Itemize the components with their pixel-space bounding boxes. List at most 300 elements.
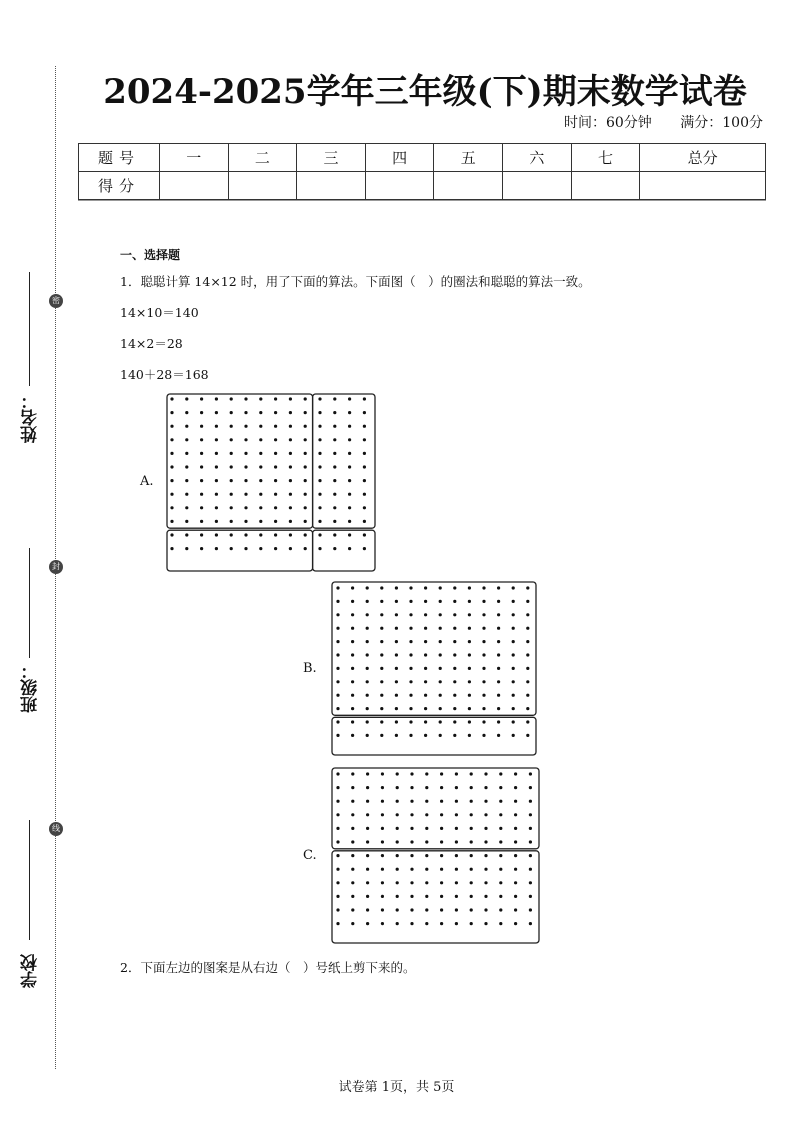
grid-dot <box>366 772 369 775</box>
grid-dot <box>274 465 277 468</box>
grid-dot <box>395 694 398 697</box>
grid-dot <box>318 397 321 400</box>
grid-dot <box>529 813 532 816</box>
grid-dot <box>526 613 529 616</box>
score-input-cell[interactable] <box>365 172 434 200</box>
grid-dot <box>497 720 500 723</box>
score-cell: 总分 <box>640 144 766 172</box>
grid-dot <box>366 640 369 643</box>
grid-dot <box>200 493 203 496</box>
grid-dot <box>409 653 412 656</box>
grid-dot <box>185 411 188 414</box>
grid-dot <box>381 854 384 857</box>
option-c-dot-grid[interactable] <box>331 767 540 943</box>
grid-dot <box>304 547 307 550</box>
grid-dot <box>351 734 354 737</box>
school-label: 学校 <box>21 954 41 988</box>
grid-dot <box>366 840 369 843</box>
grid-dot <box>259 479 262 482</box>
grid-dot <box>318 547 321 550</box>
grid-dot <box>470 827 473 830</box>
grid-dot <box>351 653 354 656</box>
grid-dot <box>396 800 399 803</box>
grid-dot <box>455 908 458 911</box>
grid-dot <box>529 786 532 789</box>
grid-dot <box>380 586 383 589</box>
grid-dot <box>304 438 307 441</box>
grid-dot <box>336 680 339 683</box>
grid-dot <box>318 506 321 509</box>
score-input-cell[interactable] <box>228 172 297 200</box>
grid-dot <box>453 707 456 710</box>
grid-dot <box>215 520 218 523</box>
grid-dot <box>366 895 369 898</box>
grid-dot <box>468 694 471 697</box>
grid-dot <box>396 922 399 925</box>
grid-dot <box>348 452 351 455</box>
grid-dot <box>482 667 485 670</box>
grid-dot <box>529 840 532 843</box>
grid-dot <box>497 613 500 616</box>
grid-partition <box>313 530 375 571</box>
grid-dot <box>529 895 532 898</box>
grid-dot <box>529 868 532 871</box>
grid-dot <box>425 786 428 789</box>
option-a-dot-grid[interactable] <box>166 393 376 571</box>
grid-dot <box>336 627 339 630</box>
grid-dot <box>470 854 473 857</box>
grid-dot <box>409 734 412 737</box>
grid-dot <box>514 772 517 775</box>
grid-dot <box>318 533 321 536</box>
grid-dot <box>424 627 427 630</box>
grid-dot <box>381 881 384 884</box>
grid-dot <box>482 653 485 656</box>
grid-dot <box>230 452 233 455</box>
grid-dot <box>440 813 443 816</box>
score-input-cell[interactable] <box>160 172 229 200</box>
grid-dot <box>170 533 173 536</box>
grid-dot <box>395 627 398 630</box>
grid-dot <box>470 786 473 789</box>
grid-dot <box>529 854 532 857</box>
grid-dot <box>244 547 247 550</box>
grid-dot <box>363 493 366 496</box>
grid-dot <box>425 908 428 911</box>
grid-dot <box>366 908 369 911</box>
grid-dot <box>170 452 173 455</box>
grid-dot <box>455 813 458 816</box>
grid-dot <box>215 397 218 400</box>
grid-dot <box>409 680 412 683</box>
grid-dot <box>395 613 398 616</box>
grid-dot <box>304 411 307 414</box>
grid-dot <box>497 586 500 589</box>
grid-dot <box>333 452 336 455</box>
grid-dot <box>497 627 500 630</box>
grid-dot <box>244 452 247 455</box>
grid-dot <box>259 506 262 509</box>
grid-dot <box>484 868 487 871</box>
grid-dot <box>336 600 339 603</box>
grid-dot <box>455 922 458 925</box>
grid-dot <box>409 720 412 723</box>
grid-dot <box>482 707 485 710</box>
grid-dot <box>396 840 399 843</box>
grid-dot <box>351 720 354 723</box>
grid-dot <box>244 438 247 441</box>
grid-dot <box>336 786 339 789</box>
grid-dot <box>514 786 517 789</box>
grid-dot <box>526 640 529 643</box>
grid-dot <box>526 627 529 630</box>
grid-dot <box>396 908 399 911</box>
grid-dot <box>380 640 383 643</box>
grid-dot <box>170 411 173 414</box>
grid-dot <box>381 895 384 898</box>
grid-dot <box>453 640 456 643</box>
grid-dot <box>200 397 203 400</box>
grid-dot <box>514 813 517 816</box>
grid-dot <box>351 694 354 697</box>
score-cell: 七 <box>571 144 640 172</box>
grid-dot <box>380 734 383 737</box>
grid-dot <box>215 465 218 468</box>
option-c-label: C. <box>303 848 317 863</box>
grid-dot <box>514 922 517 925</box>
grid-dot <box>425 895 428 898</box>
name-write-line <box>29 272 30 386</box>
grid-dot <box>468 627 471 630</box>
score-cell: 六 <box>503 144 572 172</box>
grid-dot <box>304 493 307 496</box>
grid-dot <box>424 680 427 683</box>
grid-dot <box>333 425 336 428</box>
grid-dot <box>526 653 529 656</box>
grid-dot <box>244 493 247 496</box>
grid-dot <box>410 840 413 843</box>
grid-dot <box>200 533 203 536</box>
grid-dot <box>289 533 292 536</box>
grid-dot <box>529 772 532 775</box>
grid-dot <box>529 908 532 911</box>
grid-dot <box>484 772 487 775</box>
grid-dot <box>366 707 369 710</box>
grid-dot <box>526 734 529 737</box>
grid-dot <box>381 868 384 871</box>
grid-dot <box>351 786 354 789</box>
grid-dot <box>336 667 339 670</box>
grid-dot <box>318 520 321 523</box>
grid-dot <box>395 667 398 670</box>
score-input-cell[interactable] <box>571 172 640 200</box>
grid-dot <box>380 653 383 656</box>
grid-dot <box>526 720 529 723</box>
grid-dot <box>514 827 517 830</box>
grid-dot <box>304 425 307 428</box>
grid-dot <box>497 653 500 656</box>
grid-dot <box>514 868 517 871</box>
grid-dot <box>453 600 456 603</box>
grid-dot <box>499 895 502 898</box>
score-input-cell[interactable] <box>640 172 766 200</box>
grid-dot <box>453 586 456 589</box>
grid-dot <box>484 895 487 898</box>
grid-dot <box>395 720 398 723</box>
grid-dot <box>200 438 203 441</box>
grid-dot <box>333 533 336 536</box>
grid-dot <box>499 881 502 884</box>
grid-dot <box>499 772 502 775</box>
option-b-label: B. <box>303 661 317 676</box>
grid-dot <box>484 840 487 843</box>
grid-dot <box>410 868 413 871</box>
grid-dot <box>230 547 233 550</box>
grid-dot <box>424 694 427 697</box>
score-cell: 题号 <box>79 144 160 172</box>
grid-dot <box>185 397 188 400</box>
grid-dot <box>351 895 354 898</box>
grid-dot <box>304 479 307 482</box>
grid-dot <box>333 520 336 523</box>
score-input-cell[interactable] <box>434 172 503 200</box>
grid-dot <box>425 854 428 857</box>
grid-dot <box>351 640 354 643</box>
grid-dot <box>170 465 173 468</box>
grid-dot <box>482 627 485 630</box>
grid-dot <box>380 720 383 723</box>
grid-dot <box>274 479 277 482</box>
grid-dot <box>215 411 218 414</box>
grid-dot <box>395 653 398 656</box>
grid-dot <box>381 800 384 803</box>
grid-dot <box>497 600 500 603</box>
grid-dot <box>289 425 292 428</box>
grid-dot <box>409 694 412 697</box>
grid-dot <box>185 506 188 509</box>
grid-dot <box>366 653 369 656</box>
grid-dot <box>453 680 456 683</box>
grid-dot <box>468 613 471 616</box>
score-input-cell[interactable] <box>297 172 366 200</box>
grid-dot <box>380 680 383 683</box>
score-row-label: 得分 <box>79 172 160 200</box>
grid-dot <box>482 694 485 697</box>
grid-dot <box>185 493 188 496</box>
grid-dot <box>425 772 428 775</box>
grid-dot <box>259 411 262 414</box>
grid-dot <box>410 854 413 857</box>
grid-dot <box>259 465 262 468</box>
score-cell: 四 <box>365 144 434 172</box>
seal-mark-mi: 密 <box>49 294 63 308</box>
grid-dot <box>439 627 442 630</box>
grid-dot <box>244 506 247 509</box>
grid-dot <box>230 506 233 509</box>
grid-dot <box>348 438 351 441</box>
grid-dot <box>351 908 354 911</box>
grid-dot <box>514 881 517 884</box>
grid-dot <box>526 600 529 603</box>
grid-dot <box>318 479 321 482</box>
grid-dot <box>424 600 427 603</box>
score-input-cell[interactable] <box>503 172 572 200</box>
grid-dot <box>348 397 351 400</box>
grid-dot <box>499 868 502 871</box>
grid-dot <box>366 813 369 816</box>
grid-dot <box>351 922 354 925</box>
grid-dot <box>424 720 427 723</box>
grid-dot <box>529 922 532 925</box>
grid-dot <box>259 493 262 496</box>
grid-dot <box>336 908 339 911</box>
grid-dot <box>497 680 500 683</box>
grid-dot <box>185 533 188 536</box>
grid-dot <box>470 895 473 898</box>
grid-dot <box>200 465 203 468</box>
grid-dot <box>512 653 515 656</box>
grid-dot <box>512 720 515 723</box>
grid-dot <box>304 506 307 509</box>
grid-dot <box>395 680 398 683</box>
grid-dot <box>424 586 427 589</box>
grid-dot <box>484 786 487 789</box>
grid-dot <box>185 520 188 523</box>
grid-dot <box>200 479 203 482</box>
grid-dot <box>453 627 456 630</box>
grid-dot <box>259 547 262 550</box>
grid-dot <box>318 438 321 441</box>
grid-dot <box>440 772 443 775</box>
grid-dot <box>425 827 428 830</box>
grid-dot <box>244 411 247 414</box>
grid-dot <box>409 586 412 589</box>
grid-dot <box>200 547 203 550</box>
grid-dot <box>170 425 173 428</box>
question-1-step: 14×10＝140 <box>120 305 199 320</box>
grid-dot <box>424 734 427 737</box>
name-label: 姓名： <box>21 392 41 443</box>
grid-dot <box>409 613 412 616</box>
grid-dot <box>351 600 354 603</box>
grid-dot <box>453 653 456 656</box>
grid-dot <box>439 720 442 723</box>
grid-dot <box>333 465 336 468</box>
grid-dot <box>244 533 247 536</box>
grid-dot <box>366 667 369 670</box>
grid-dot <box>318 411 321 414</box>
grid-dot <box>440 922 443 925</box>
grid-dot <box>363 520 366 523</box>
grid-dot <box>363 465 366 468</box>
grid-dot <box>468 640 471 643</box>
grid-dot <box>440 854 443 857</box>
grid-dot <box>289 506 292 509</box>
grid-dot <box>318 465 321 468</box>
grid-dot <box>170 438 173 441</box>
grid-dot <box>396 854 399 857</box>
page-footer: 试卷第 1页，共 5页 <box>338 1080 455 1095</box>
grid-dot <box>395 600 398 603</box>
grid-dot <box>289 479 292 482</box>
grid-dot <box>366 734 369 737</box>
grid-dot <box>499 854 502 857</box>
grid-dot <box>455 800 458 803</box>
grid-dot <box>215 425 218 428</box>
grid-dot <box>333 479 336 482</box>
grid-dot <box>333 438 336 441</box>
grid-dot <box>336 922 339 925</box>
grid-dot <box>318 493 321 496</box>
grid-dot <box>351 772 354 775</box>
grid-dot <box>514 854 517 857</box>
grid-dot <box>230 479 233 482</box>
grid-dot <box>289 547 292 550</box>
grid-dot <box>453 694 456 697</box>
grid-dot <box>410 922 413 925</box>
grid-dot <box>333 411 336 414</box>
grid-dot <box>274 533 277 536</box>
grid-dot <box>274 411 277 414</box>
grid-dot <box>440 881 443 884</box>
score-cell: 五 <box>434 144 503 172</box>
grid-dot <box>215 533 218 536</box>
grid-dot <box>439 600 442 603</box>
grid-dot <box>440 868 443 871</box>
grid-dot <box>380 600 383 603</box>
grid-dot <box>366 800 369 803</box>
grid-dot <box>425 813 428 816</box>
grid-dot <box>289 465 292 468</box>
grid-dot <box>366 922 369 925</box>
grid-dot <box>409 667 412 670</box>
grid-dot <box>453 613 456 616</box>
grid-dot <box>274 452 277 455</box>
grid-dot <box>336 772 339 775</box>
grid-dot <box>439 680 442 683</box>
grid-dot <box>351 800 354 803</box>
question-1-step: 140＋28＝168 <box>120 367 209 382</box>
grid-dot <box>244 397 247 400</box>
grid-dot <box>439 640 442 643</box>
grid-dot <box>363 397 366 400</box>
grid-dot <box>439 586 442 589</box>
grid-dot <box>424 667 427 670</box>
grid-dot <box>274 425 277 428</box>
grid-dot <box>336 800 339 803</box>
option-b-dot-grid[interactable] <box>331 581 537 755</box>
grid-dot <box>395 734 398 737</box>
grid-dot <box>304 452 307 455</box>
grid-dot <box>230 465 233 468</box>
grid-dot <box>304 533 307 536</box>
grid-dot <box>470 772 473 775</box>
grid-dot <box>470 922 473 925</box>
grid-dot <box>424 707 427 710</box>
grid-dot <box>348 479 351 482</box>
grid-dot <box>259 438 262 441</box>
grid-dot <box>336 586 339 589</box>
grid-dot <box>468 586 471 589</box>
grid-dot <box>259 397 262 400</box>
grid-dot <box>348 533 351 536</box>
grid-dot <box>512 734 515 737</box>
grid-dot <box>468 667 471 670</box>
grid-dot <box>318 452 321 455</box>
grid-dot <box>304 465 307 468</box>
grid-dot <box>395 586 398 589</box>
grid-dot <box>529 800 532 803</box>
